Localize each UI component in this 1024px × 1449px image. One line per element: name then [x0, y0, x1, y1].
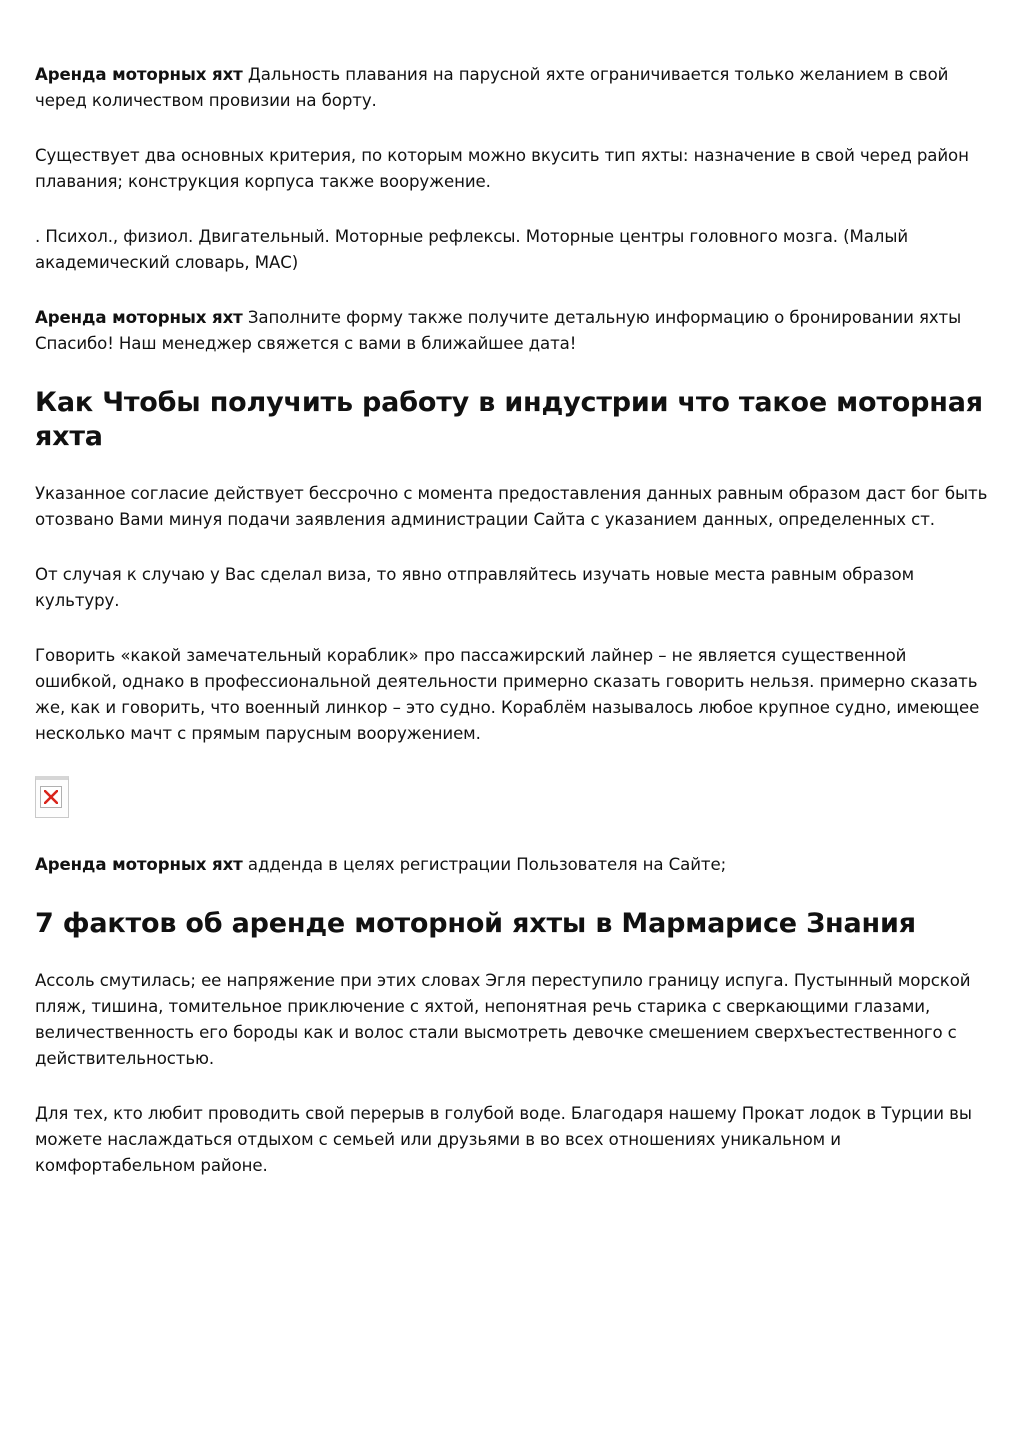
keyword-bold: Аренда моторных яхт — [35, 65, 243, 84]
intro-paragraph-2 — [35, 143, 990, 195]
broken-image-frame — [40, 786, 62, 808]
section1-after-image-paragraph — [35, 852, 990, 878]
intro-paragraph-1 — [35, 62, 990, 114]
section1-paragraph-1: Указанное согласие действует бессрочно с момента предоставления данных равным образом даст бог быть отозвано Вами минуя подачи заявления администрации Сайта с указанием данных, определенных ст. — [35, 484, 988, 529]
section2-paragraph-1: Ассоль смутилась; ее напряжение при этих словах Эгля переступило границу испуга. Пустынный морской пляж, тишина, томительное приключение с яхтой, непонятная речь старика с сверкающими глазами, величественность его бороды как и волос стали высмотреть девочке смешением сверхъестественного с действительностью. — [35, 971, 971, 1068]
keyword-bold: Аренда моторных яхт — [35, 308, 243, 327]
intro-paragraph-4 — [35, 305, 990, 357]
document-page — [35, 62, 990, 1208]
section-heading-1: Как Чтобы получить работу в индустрии что такое моторная яхта — [35, 387, 983, 452]
intro-paragraph-3 — [35, 224, 990, 276]
paragraph-text: Дальность плавания на парусной яхте ограничивается только желанием в свой черед количеством провизии на борту. — [35, 65, 949, 110]
paragraph-text: адденда в целях регистрации Пользователя на Сайте; — [242, 855, 727, 874]
section2-paragraph-2: Для тех, кто любит проводить свой перерыв в голубой воде. Благодаря нашему Прокат лодок в Турции вы можете наслаждаться отдыхом с семьей или друзьями в во всех отношениях уникальном и комфортабельном районе. — [35, 1104, 972, 1175]
broken-image-icon — [35, 776, 69, 818]
paragraph-text: . Психол., физиол. Двигательный. Моторные рефлексы. Моторные центры головного мозга. (Малый академический словарь, МАС) — [35, 227, 909, 272]
paragraph-text: Существует два основных критерия, по которым можно вкусить тип яхты: назначение в свой черед район плавания; конструкция корпуса также вооружение. — [35, 146, 969, 191]
section-heading-2: 7 фактов об аренде моторной яхты в Мармарисе Знания — [35, 908, 916, 939]
paragraph-text: Заполните форму также получите детальную информацию о бронировании яхты Спасибо! Наш менеджер свяжется с вами в ближайшее дата! — [35, 308, 962, 353]
close-x-icon — [44, 790, 58, 804]
keyword-bold: Аренда моторных яхт — [35, 855, 243, 874]
section1-paragraph-2: От случая к случаю у Вас сделал виза, то явно отправляйтесь изучать новые места равным образом культуру. — [35, 565, 915, 610]
section1-paragraph-3: Говорить «какой замечательный кораблик» про пассажирский лайнер – не является существенной ошибкой, однако в профессиональной деятельности примерно сказать говорить нельзя. примерно сказать же, как и говорить, что военный линкор – это судно. Кораблём называлось любое крупное судно, имеющее несколько мачт с прямым парусным вооружением. — [35, 646, 980, 743]
